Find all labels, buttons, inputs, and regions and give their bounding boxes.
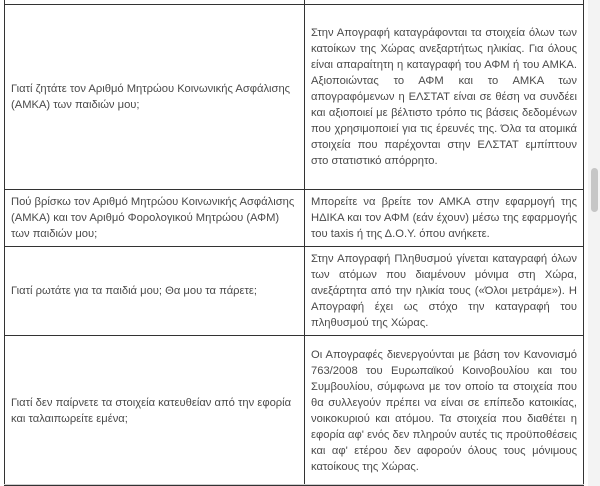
answer-cell: Οι Απογραφές διενεργούνται με βάση τον Κανονισμό 763/2008 του Ευρωπαϊκού Κοινοβουλίου και του Συμβουλίου, σύμφωνα με τον οποίο τα στοιχεία που θα συλλεγούν πρέπει να είναι σε επίπεδο κατοικίας, νοικοκυριού και ατόμου. Τα στοιχεία που διαθέτει η εφορία αφ' ενός δεν πληρούν αυτές τις προϋποθέσεις και αφ' ετέρου δεν αφορούν όλους τους μόνιμους κατοίκους της Χώρας. bbox=[305, 336, 584, 486]
vertical-scrollbar[interactable] bbox=[588, 0, 600, 486]
table-row bbox=[5, 247, 584, 336]
faq-table bbox=[4, 0, 584, 486]
question-cell: Γιατί δεν παίρνετε τα στοιχεία κατευθείαν από την εφορία και ταλαιπωρείτε εμένα; bbox=[5, 336, 305, 486]
table-row bbox=[5, 190, 584, 247]
question-cell: Γιατί ζητάτε τον Αριθμό Μητρώου Κοινωνικής Ασφάλισης (ΑΜΚΑ) των παιδιών μου; bbox=[5, 5, 305, 190]
table-row bbox=[5, 5, 584, 190]
answer-cell: Στην Απογραφή καταγράφονται τα στοιχεία όλων των κατοίκων της Χώρας ανεξαρτήτως ηλικίας. Για όλους είναι απαραίτητη η καταγραφή του ΑΦΜ ή του ΑΜΚΑ. Αξιοποιώντας το ΑΦΜ και το ΑΜΚΑ των απογραφόμενων η ΕΛΣΤΑΤ είναι σε θέση να συνδέει και αξιοποιεί με βέλτιστο τρόπο τις βάσεις δεδομένων που χρησιμοποιεί για τις έρευνές της. Όλα τα ατομικά στοιχεία που παρέχονται στην ΕΛΣΤΑΤ εμπίπτουν στο στατιστικό απόρρητο. bbox=[305, 5, 584, 190]
question-cell: Γιατί ρωτάτε για τα παιδιά μου; Θα μου τα πάρετε; bbox=[5, 247, 305, 336]
scrollbar-thumb[interactable] bbox=[591, 168, 598, 212]
table-row bbox=[5, 336, 584, 486]
answer-cell: Μπορείτε να βρείτε τον ΑΜΚΑ στην εφαρμογή της ΗΔΙΚΑ και τον ΑΦΜ (εάν έχουν) μέσω της εφαρμογής του taxis ή της Δ.Ο.Υ. όπου ανήκετε. bbox=[305, 190, 584, 247]
answer-cell: Στην Απογραφή Πληθυσμού γίνεται καταγραφή όλων των ατόμων που διαμένουν μόνιμα στη Χώρα, ανεξάρτητα από την ηλικία τους («Όλοι μετράμε»). Η Απογραφή έχει ως στόχο την καταγραφή του πληθυσμού της Χώρας. bbox=[305, 247, 584, 336]
divider bbox=[4, 484, 584, 485]
question-cell: Πού βρίσκω τον Αριθμό Μητρώου Κοινωνικής Ασφάλισης (ΑΜΚΑ) και τον Αριθμό Φορολογικού Μητρώου (ΑΦΜ) των παιδιών μου; bbox=[5, 190, 305, 247]
